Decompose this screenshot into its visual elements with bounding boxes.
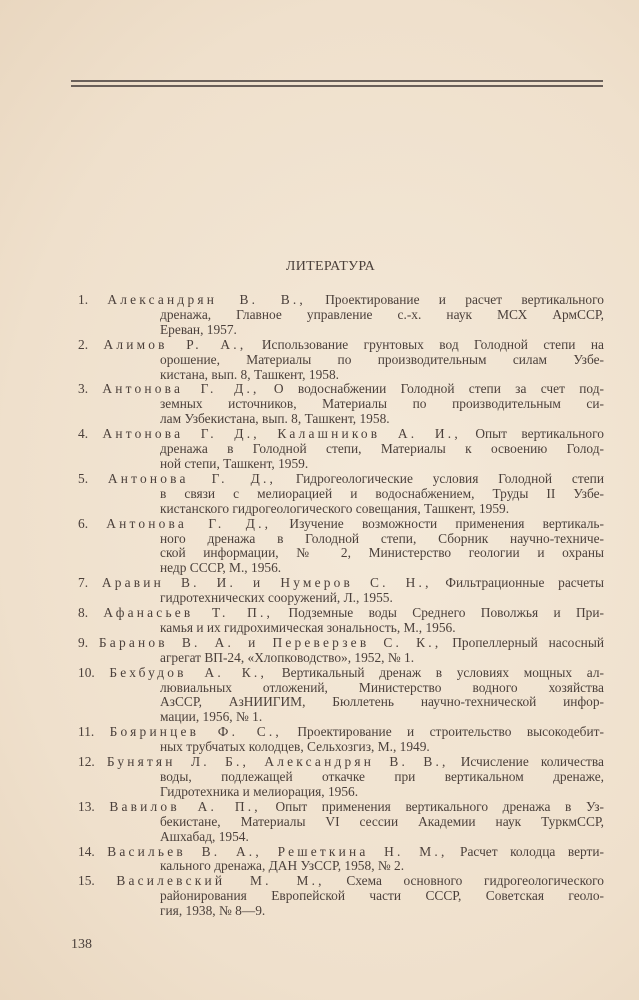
reference-author: Василевский М. М., <box>116 873 325 889</box>
reference-line: воды, подлежащей откачке при вертикальном дренаже, <box>160 769 604 784</box>
reference-line: ных трубчатых колодцев, Сельхозгиз, М., 1949. <box>160 739 430 755</box>
reference-number: 6. <box>78 515 89 531</box>
reference-author: Афанасьев Т. П., <box>103 605 274 621</box>
reference-author: Аравин В. И. и Нумеров С. Н., <box>101 575 432 591</box>
reference-author: Бехбудов А. К., <box>109 664 268 680</box>
reference-first-line <box>78 666 604 681</box>
reference-text: Расчет колодца верти- <box>460 843 605 859</box>
reference-line: недр СССР, М., 1956. <box>160 560 282 576</box>
reference-number: 1. <box>78 292 89 307</box>
reference-first-line <box>78 576 604 591</box>
reference-item <box>78 427 604 472</box>
reference-item <box>78 636 604 666</box>
reference-first-line <box>78 472 604 487</box>
reference-item <box>78 293 604 338</box>
reference-line: агрегат ВП-24, «Хлопководство», 1952, № 1. <box>160 649 415 665</box>
reference-text: Использование грунтовых вод Голодной степи на <box>261 336 604 352</box>
reference-line: лювиальных отложений, Министерство водного хозяйства <box>160 679 604 695</box>
header-rule-top <box>71 80 603 82</box>
reference-text: Исчисление количества <box>460 754 604 770</box>
reference-line: Гидротехника и мелиорация, 1956. <box>160 783 359 799</box>
reference-text: Опыт вертикального <box>475 426 604 442</box>
reference-line: ской информации, № 2, Министерство геологии и охраны <box>160 545 604 561</box>
reference-line: Ереван, 1957. <box>160 321 237 337</box>
reference-first-line <box>78 606 604 621</box>
reference-number: 4. <box>78 426 89 442</box>
reference-number: 2. <box>78 336 89 352</box>
reference-number: 3. <box>78 381 89 397</box>
reference-item <box>78 606 604 636</box>
reference-first-line <box>78 517 604 532</box>
reference-line: бекистане, Материалы VI сессии Академии наук ТуркмССР, <box>160 813 604 829</box>
reference-line: районирования Европейской части СССР, Советская геоло- <box>160 888 604 904</box>
reference-text: Проектирование и расчет вертикального <box>325 292 604 307</box>
reference-author: Бунятян Л. Б., Александрян В. В., <box>106 754 449 770</box>
reference-first-line <box>78 382 604 397</box>
reference-number: 5. <box>78 470 89 486</box>
reference-text: Фильтрационные расчеты <box>445 575 605 591</box>
reference-text: Пропеллерный насосный <box>452 634 604 650</box>
reference-author: Антонова Г. Д., <box>106 515 272 531</box>
reference-line: ного дренажа в Голодной степи, Сборник научно-техниче- <box>160 530 604 546</box>
reference-author: Антонова Г. Д., Калашников А. И., <box>102 426 461 442</box>
reference-text: Гидрогеологические условия Голодной степи <box>295 470 604 486</box>
reference-number: 13. <box>78 798 95 814</box>
reference-item <box>78 666 604 726</box>
reference-number: 12. <box>78 754 95 770</box>
reference-number: 8. <box>78 605 89 621</box>
reference-line: в связи с мелиорацией и водоснабжением, Труды II Узбе- <box>160 485 604 501</box>
reference-number: 15. <box>78 873 95 889</box>
reference-text: Проектирование и строительство высокодебит- <box>297 724 604 740</box>
reference-item <box>78 472 604 517</box>
reference-line: лам Узбекистана, вып. 8, Ташкент, 1958. <box>160 411 390 427</box>
reference-item <box>78 517 604 577</box>
reference-line: кального дренажа, ДАН УзССР, 1958, № 2. <box>160 858 405 874</box>
reference-first-line <box>78 874 604 889</box>
reference-author: Баранов В. А. и Переверзев С. К., <box>98 634 442 650</box>
reference-first-line <box>78 338 604 353</box>
reference-line: кистана, вып. 8, Ташкент, 1958. <box>160 366 340 382</box>
reference-line: земных источников, Материалы по производительным си- <box>160 396 604 412</box>
section-title: ЛИТЕРАТУРА <box>285 259 376 274</box>
reference-line: камья и их гидрохимическая зональность, М., 1956. <box>160 619 456 635</box>
reference-line: кистанского гидрогеологического совещания, Ташкент, 1959. <box>160 500 510 516</box>
reference-line: гия, 1938, № 8—9. <box>160 903 266 919</box>
header-rule-bottom <box>71 85 603 87</box>
reference-number: 10. <box>78 664 95 680</box>
reference-text: Подземные воды Среднего Поволжья и При- <box>288 605 604 621</box>
page-number: 138 <box>71 937 92 952</box>
reference-first-line <box>78 725 604 740</box>
reference-author: Антонова Г. Д., <box>102 381 260 397</box>
reference-first-line <box>78 800 604 815</box>
reference-text: Вертикальный дренаж в условиях мощных ал- <box>281 664 604 680</box>
reference-line: мации, 1956, № 1. <box>160 709 263 725</box>
reference-first-line <box>78 636 604 651</box>
reference-line: Ашхабад, 1954. <box>160 828 249 844</box>
reference-text: Опыт применения вертикального дренажа в Уз- <box>275 798 604 814</box>
reference-first-line <box>78 293 604 308</box>
reference-line: АзССР, АзНИИГИМ, Бюллетень научно-технической инфор- <box>160 694 604 710</box>
reference-number: 11. <box>78 724 95 740</box>
reference-author: Алимов Р. А., <box>103 336 247 352</box>
reference-item <box>78 725 604 755</box>
reference-line: орошение, Материалы по производительным силам Узбе- <box>160 351 604 367</box>
reference-author: Васильев В. А., Решеткина Н. М., <box>107 843 448 859</box>
reference-author: Антонова Г. Д., <box>107 470 277 486</box>
reference-text: Изучение возможности применения вертикаль- <box>289 515 604 531</box>
reference-text: О водоснабжении Голодной степи за счет под- <box>273 381 604 397</box>
reference-author: Бояринцев Ф. С., <box>109 724 282 740</box>
reference-first-line <box>78 427 604 442</box>
reference-item <box>78 800 604 845</box>
reference-item <box>78 576 604 606</box>
reference-item <box>78 338 604 383</box>
reference-list <box>78 293 604 919</box>
reference-item <box>78 382 604 427</box>
reference-text: Схема основного гидрогеологического <box>346 873 604 889</box>
reference-first-line <box>78 845 604 860</box>
reference-number: 14. <box>78 843 95 859</box>
reference-line: дренажа в Голодной степи, Материалы к освоению Голод- <box>160 441 604 457</box>
reference-item <box>78 874 604 919</box>
reference-line: дренажа, Главное управление с.-х. наук МСХ АрмССР, <box>160 306 604 322</box>
reference-item <box>78 755 604 800</box>
reference-line: гидротехнических сооружений, Л., 1955. <box>160 590 393 606</box>
reference-item <box>78 845 604 875</box>
reference-number: 9. <box>78 634 89 650</box>
reference-line: ной степи, Ташкент, 1959. <box>160 455 309 471</box>
reference-number: 7. <box>78 575 89 591</box>
reference-first-line <box>78 755 604 770</box>
reference-author: Александрян В. В., <box>107 292 306 307</box>
reference-author: Вавилов А. П., <box>109 798 261 814</box>
